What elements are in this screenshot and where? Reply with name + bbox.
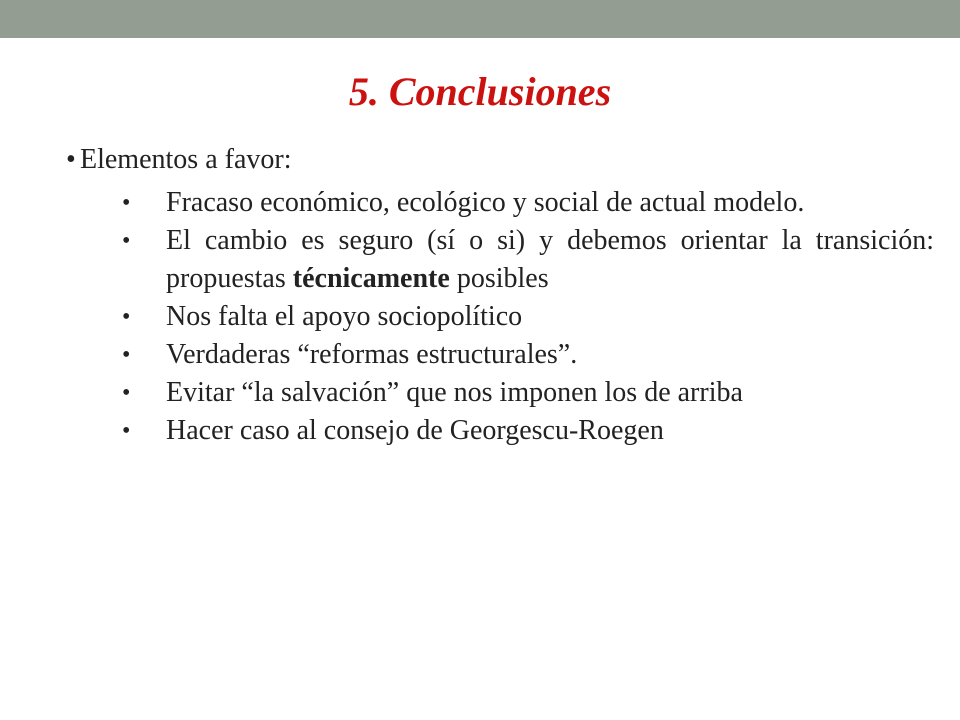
list-item-text: Hacer caso al consejo de Georgescu-Roegen [166,415,664,446]
bullet-marker: • [122,190,131,216]
list-item [0,412,960,450]
list-item [0,222,960,298]
list-item [0,374,960,412]
bullet-marker: • [122,228,131,254]
list-item-text: Fracaso económico, ecológico y social de actual modelo. [166,187,805,218]
bullet-marker: • [122,380,131,406]
list-item-text: Evitar “la salvación” que nos imponen los de arriba [166,377,743,408]
bullet-marker: • [122,342,131,368]
bold-emphasis: técnicamente [292,263,450,294]
list-item-text: Nos falta el apoyo sociopolítico [166,301,523,332]
bullet-marker: • [122,304,131,330]
list-item-text: Verdaderas “reformas estructurales”. [166,339,578,370]
list-item-text-part: posibles [449,263,549,294]
slide-title: 5. Conclusiones [348,69,612,114]
list-item [0,298,960,336]
bullet-marker: • [66,144,76,175]
sub-bullet-list [0,184,960,450]
list-item [0,336,960,374]
main-bullet-item [66,142,291,178]
main-bullet-text: Elementos a favor: [80,144,292,175]
list-item-text [166,222,934,298]
top-decorative-bar [0,0,960,38]
list-item-text-part: El cambio es seguro (sí o si) y debemos orientar la transición: propuestas [166,225,934,294]
list-item [0,184,960,222]
bullet-marker: • [122,418,131,444]
